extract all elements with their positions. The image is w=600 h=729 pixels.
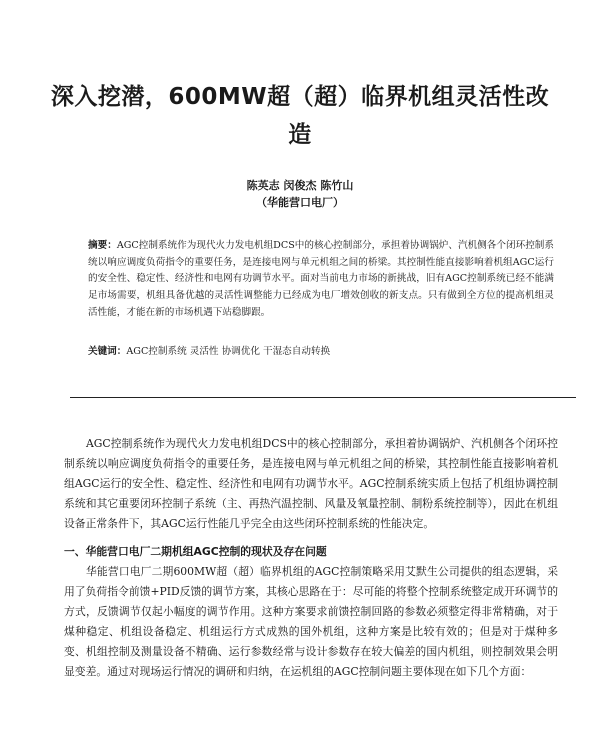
affiliation: （华能营口电厂） [256,196,344,209]
abstract-label: 摘要： [88,240,117,251]
abstract-text: AGC控制系统作为现代火力发电机组DCS中的核心控制部分，承担着协调锅炉、汽机侧各个闭环控制系统以响应调度负荷指令的重要任务，是连接电网与单元机组之间的桥梁。其控制性能直接影响着机组AGC运行的安全性、稳定性、经济性和电网有功调节水平。面对当前电力市场的新挑战，旧有AGC控制系统已经不能满足市场需要，机组具备优越的灵活性调整能力已经成为电厂增效创收的新支点。只有做到全方位的提高机组灵活性能，才能在新的市场机遇下站稳脚跟。 [88,240,554,318]
keywords [88,343,554,357]
paper-title: 深入挖潜，600MW超（超）临界机组灵活性改造 [50,84,550,148]
section-heading-1: 一、华能营口电厂二期机组AGC控制的现状及存在问题 [64,545,327,558]
body-paragraph-1: AGC控制系统作为现代火力发电机组DCS中的核心控制部分，承担着协调锅炉、汽机侧各个闭环控制系统以响应调度负荷指令的重要任务，是连接电网与单元机组之间的桥梁，其控制性能直接影响着机组AGC运行的安全性、稳定性、经济性和电网有功调节水平。AGC控制系统实质上包括了机组协调控制系统和其它重要闭环控制子系统（主、再热汽温控制、风量及氧量控制、制粉系统控制等），因此在机组设备正常条件下，其AGC运行性能几乎完全由这些闭环控制系统的性能决定。 [64,437,558,530]
keywords-label: 关键词： [88,346,127,357]
abstract [88,238,554,322]
divider-rule [70,397,576,398]
body-paragraph-2: 华能营口电厂二期600MW超（超）临界机组的AGC控制策略采用艾默生公司提供的组态逻辑，采用了负荷指令前馈+PID反馈的调节方案，其核心思路在于：尽可能的将整个控制系统整定成开环调节的方式，反馈调节仅起小幅度的调节作用。这种方案要求前馈控制回路的参数必须整定得非常精确，对于煤种稳定、机组设备稳定、机组运行方式成熟的国外机组，这种方案是比较有效的；但是对于煤种多变、机组控制及测量设备不精确、运行参数经常与设计参数存在较大偏差的国内机组，则控制效果会明显变差。通过对现场运行情况的调研和归纳，在运机组的AGC控制问题主要体现在如下几个方面： [64,565,558,678]
author-list: 陈英志 闵俊杰 陈竹山 [246,179,354,192]
keywords-text: AGC控制系统 灵活性 协调优化 干湿态自动转换 [126,346,331,357]
